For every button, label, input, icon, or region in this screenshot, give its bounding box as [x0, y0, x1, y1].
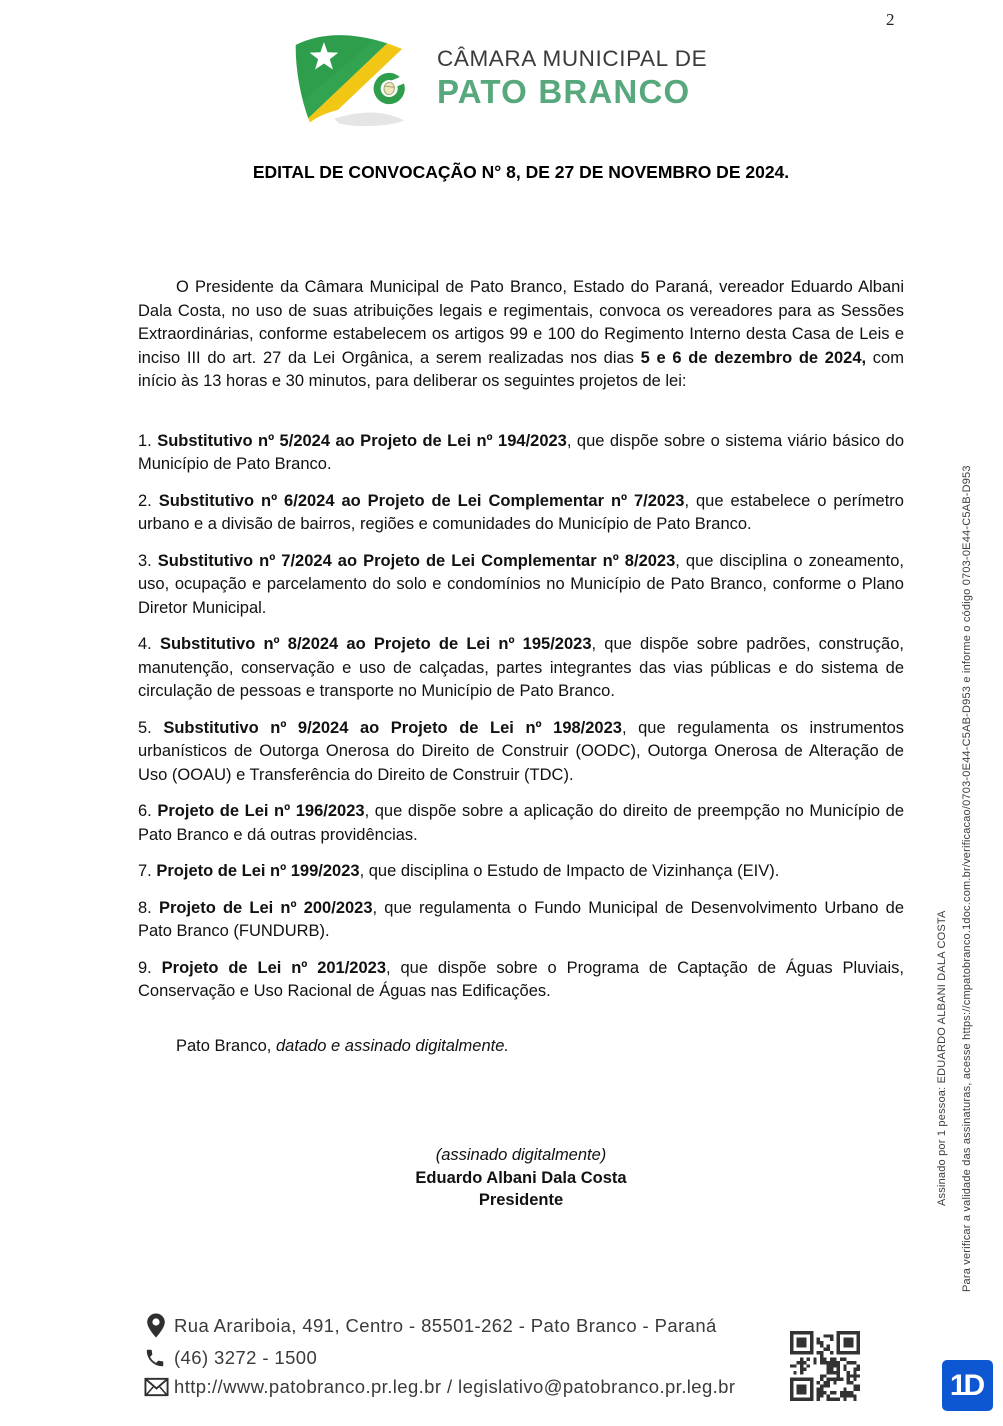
- signature-role: Presidente: [478, 1191, 564, 1209]
- law-item-description: , que regulamenta os instrumentos urbanísticos de Outorga Onerosa do Direito de Construir (OODC), Outorga Onerosa de Alteração de Uso (OOAU) e Transferência do Direito de Construir (TDC).: [138, 718, 904, 784]
- law-item: [138, 550, 904, 621]
- signature-block: [138, 1144, 904, 1212]
- law-item-title: Substitutivo nº 8/2024 ao Projeto de Lei nº 195/2023: [159, 635, 592, 653]
- document-body: [138, 276, 904, 1212]
- intro-dates-bold: 5 e 6 de dezembro de 2024,: [640, 348, 867, 367]
- law-item-number: 9.: [138, 958, 162, 977]
- law-item-title: Projeto de Lei nº 196/2023: [157, 802, 365, 820]
- pato-branco-flag-icon: [282, 28, 434, 132]
- law-item: [138, 957, 904, 1004]
- law-item-title: Substitutivo nº 6/2024 ao Projeto de Lei Complementar nº 7/2023: [158, 491, 685, 510]
- closing-city: Pato Branco,: [176, 1036, 276, 1055]
- law-item-title: Substitutivo nº 7/2024 ao Projeto de Lei Complementar nº 8/2023: [157, 551, 676, 570]
- signature-digital-note: (assinado digitalmente): [435, 1146, 607, 1164]
- intro-text: O Presidente da Câmara Municipal de Pato Branco, Estado do Paraná, vereador Eduardo Albani Dala Costa, no uso de suas atribuições legais e regimentais, convoca os vereadores para as Sessões Extraordinárias, conforme estabelecem os artigos 99 e 100 do Regimento Interno desta Casa de Leis e inciso III do art. 27 da Lei Orgânica, a serem realizadas nos dias: [138, 278, 904, 367]
- law-item: [138, 897, 904, 944]
- law-item-description: , que estabelece o perímetro urbano e a divisão de bairros, regiões e comunidades do Município de Pato Branco.: [138, 491, 904, 533]
- document-title: EDITAL DE CONVOCAÇÃO N° 8, DE 27 DE NOVEMBRO DE 2024.: [252, 162, 790, 182]
- law-item-number: 6.: [138, 802, 158, 820]
- law-item: [138, 633, 904, 704]
- footer-web-text: http://www.patobranco.pr.leg.br / legislativo@patobranco.pr.leg.br: [174, 1376, 736, 1397]
- footer-address-text: Rua Arariboia, 491, Centro - 85501-262 - Pato Branco - Paraná: [174, 1315, 717, 1336]
- law-item-number: 2.: [138, 491, 159, 510]
- law-item: [138, 860, 904, 884]
- location-pin-icon: [144, 1312, 174, 1340]
- law-item-description: , que dispõe sobre o sistema viário básico do Município de Pato Branco.: [138, 431, 904, 473]
- law-item-number: 5.: [138, 718, 164, 737]
- sidebar-verify-text: Para verificar a validade das assinaturas, acesse https://cmpatobranco.1doc.com.br/verificacao/0703-0E44-C5AB-D953 e informe o código 0703-0E44-C5AB-D953: [961, 465, 973, 1292]
- law-item-number: 4.: [138, 635, 160, 653]
- law-item-title: Projeto de Lei nº 200/2023: [158, 898, 373, 917]
- law-item-title: Projeto de Lei nº 199/2023: [156, 862, 360, 880]
- law-item-title: Substitutivo nº 5/2024 ao Projeto de Lei nº 194/2023: [157, 431, 567, 450]
- sidebar-signed-by-text: Assinado por 1 pessoa: EDUARDO ALBANI DALA COSTA: [936, 910, 948, 1206]
- law-item-number: 7.: [138, 862, 157, 880]
- law-item-number: 8.: [138, 898, 159, 917]
- law-item-number: 1.: [138, 431, 158, 450]
- intro-paragraph: [138, 276, 904, 394]
- law-item: [138, 430, 904, 477]
- intro-text-after: com início às 13 horas e 30 minutos, para deliberar os seguintes projetos de lei:: [138, 348, 904, 390]
- law-item-title: Projeto de Lei nº 201/2023: [161, 958, 387, 977]
- phone-icon: [144, 1347, 174, 1369]
- envelope-icon: [144, 1377, 174, 1397]
- footer-address-row: [144, 1312, 784, 1340]
- law-item: [138, 800, 904, 847]
- law-item-number: 3.: [138, 551, 158, 570]
- law-item-description: , que dispõe sobre a aplicação do direito de preempção no Município de Pato Branco e dá outras providências.: [138, 802, 904, 844]
- law-item: [138, 717, 904, 788]
- law-item-description: , que regulamenta o Fundo Municipal de Desenvolvimento Urbano de Pato Branco (FUNDURB).: [138, 898, 905, 940]
- footer-web-row: [144, 1376, 784, 1398]
- signature-name: Eduardo Albani Dala Costa: [415, 1168, 627, 1187]
- law-item-title: Substitutivo nº 9/2024 ao Projeto de Lei nº 198/2023: [163, 718, 622, 737]
- closing-signed-note: datado e assinado digitalmente.: [275, 1036, 509, 1055]
- closing-line: [138, 1035, 904, 1059]
- law-item: [138, 490, 904, 537]
- footer-phone-text: (46) 3272 - 1500: [174, 1347, 318, 1368]
- org-name-line2: PATO BRANCO: [437, 73, 691, 110]
- law-item-description: , que disciplina o Estudo de Impacto de Vizinhança (EIV).: [359, 862, 780, 880]
- qr-code: [790, 1331, 860, 1401]
- onedoc-logo: [942, 1360, 993, 1411]
- footer-phone-row: [144, 1347, 784, 1369]
- onedoc-logo-text: 1D: [949, 1368, 983, 1402]
- org-name: [437, 46, 747, 111]
- page-number: 2: [886, 10, 895, 29]
- law-item-description: , que dispõe sobre o Programa de Captação de Águas Pluviais, Conservação e Uso Racional de Águas nas Edificações.: [138, 958, 904, 1000]
- law-item-description: , que disciplina o zoneamento, uso, ocupação e parcelamento do solo e condomínios no Município de Pato Branco, conforme o Plano Diretor Municipal.: [138, 551, 904, 617]
- footer-contact-block: [144, 1312, 784, 1405]
- org-name-line1: CÂMARA MUNICIPAL DE: [437, 46, 708, 71]
- law-item-description: , que dispõe sobre padrões, construção, manutenção, conservação e uso de calçadas, partes integrantes das vias públicas e do sistema de circulação de pessoas e transporte no Município de Pato Branco.: [138, 635, 904, 700]
- law-items-list: [138, 430, 904, 1004]
